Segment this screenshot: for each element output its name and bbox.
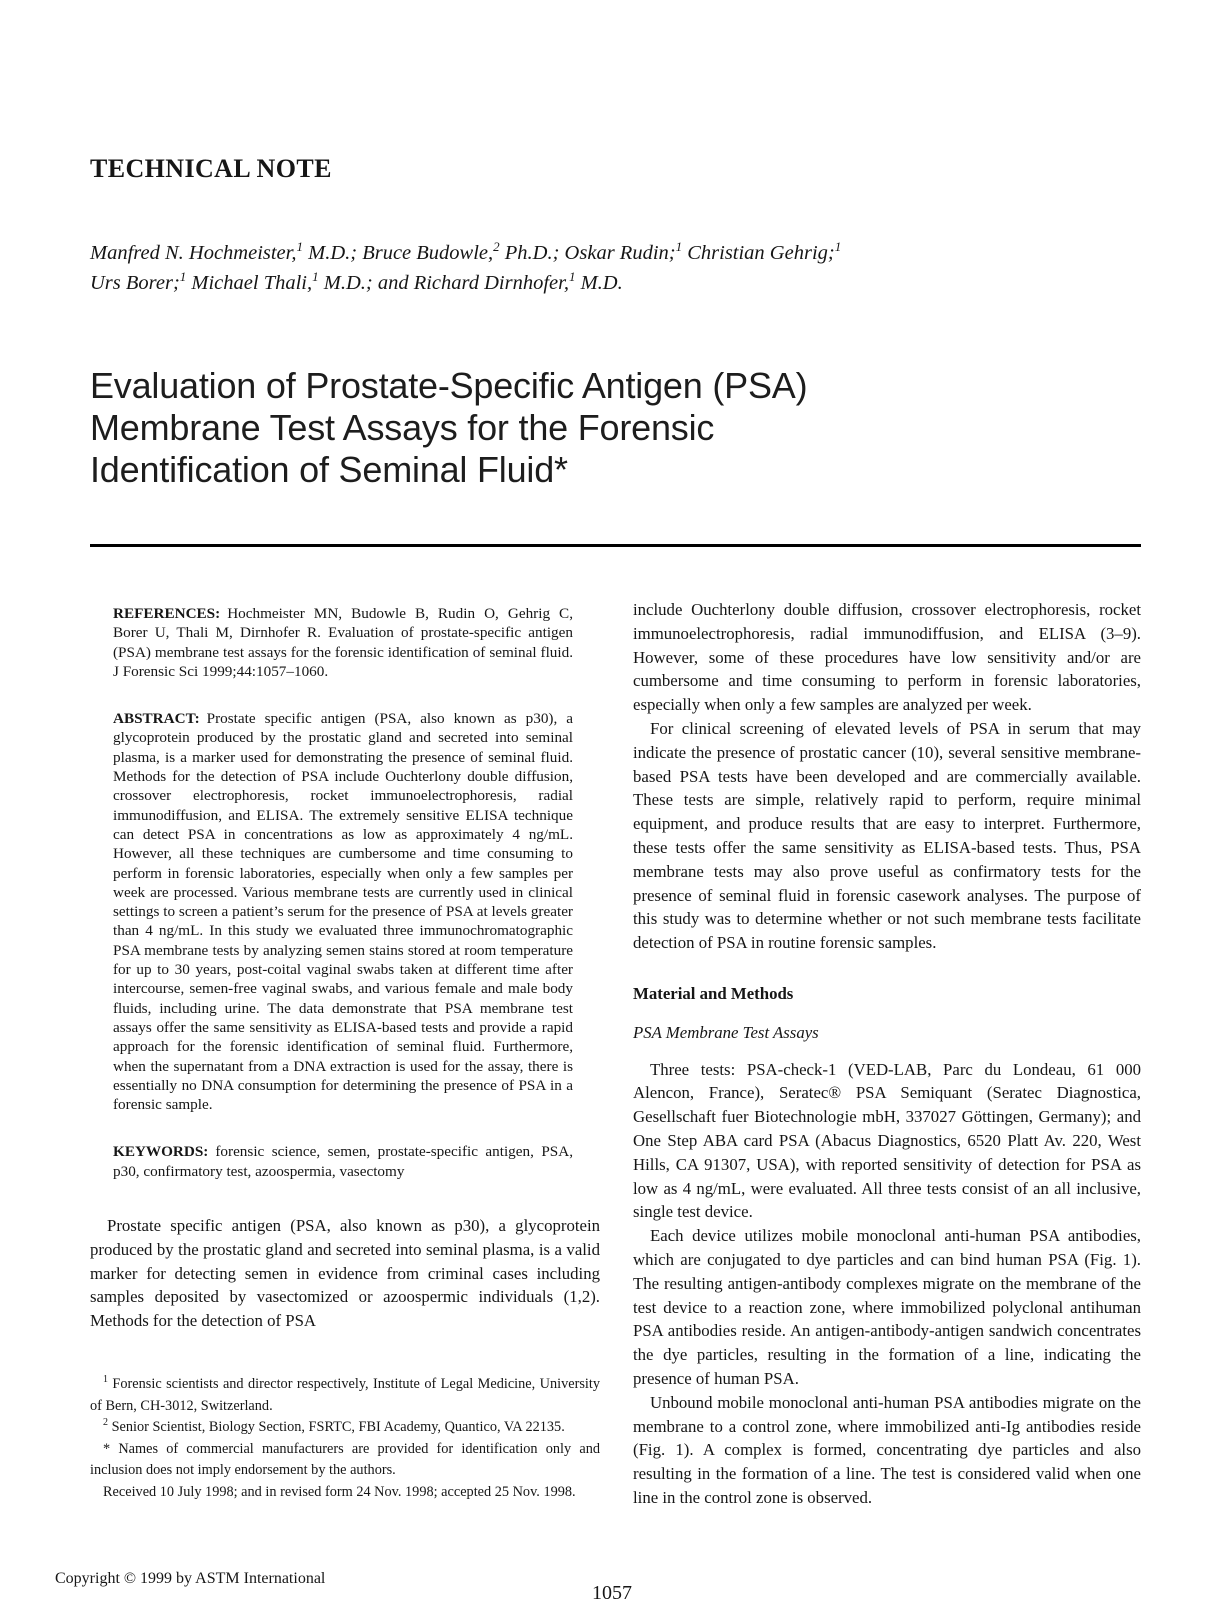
- keywords-label: KEYWORDS:: [113, 1143, 209, 1161]
- keywords-paragraph: [113, 1142, 573, 1181]
- body-paragraph-continued: include Ouchterlony double diffusion, crossover electrophoresis, rocket immunoelectrophoresis, radial immunodiffusion, and ELISA (3–9). However, some of these procedures have low sensitivity and/or are cumbersome and time consuming to perform in forensic laboratories, especially when only a few samples are analyzed per week.: [633, 600, 1141, 715]
- author-name: M.D.: [575, 272, 623, 294]
- author-name: Ph.D.; Oskar Rudin;: [499, 242, 676, 264]
- footnote-received: Received 10 July 1998; and in revised form 24 Nov. 1998; accepted 25 Nov. 1998.: [103, 1483, 576, 1500]
- author-affiliation-sup: 2: [493, 239, 500, 255]
- section-heading-material-and-methods: Material and Methods: [633, 983, 794, 1003]
- article-title-line: Identification of Seminal Fluid*: [90, 449, 568, 491]
- article-type-kicker: TECHNICAL NOTE: [90, 154, 332, 183]
- body-paragraph: For clinical screening of elevated levels of PSA in serum that may indicate the presence of prostatic cancer (10), several sensitive membrane-based PSA tests have been developed and are commercially available. These tests are simple, relatively rapid to perform, require minimal equipment, and produce results that are easy to interpret. Furthermore, these tests offer the same sensitivity as ELISA-based tests. Thus, PSA membrane tests may also prove useful as confirmatory tests for the presence of seminal fluid in forensic casework analyses. The purpose of this study was to determine whether or not such membrane tests facilitate detection of PSA in routine forensic samples.: [633, 718, 1141, 953]
- abstract-label: ABSTRACT:: [113, 710, 200, 728]
- body-paragraph: Each device utilizes mobile monoclonal anti-human PSA antibodies, which are conjugated to dye particles and can bind human PSA (Fig. 1). The resulting antigen-antibody complexes migrate on the membrane of the test device to a reaction zone, where immobilized polyclonal antihuman PSA antibodies reside. An antigen-antibody-antigen sandwich concentrates the dye particles, resulting in the formation of a line, indicating the presence of human PSA.: [633, 1226, 1141, 1388]
- left-column: [90, 598, 600, 1504]
- author-byline: [90, 238, 1090, 298]
- body-paragraph: Three tests: PSA-check-1 (VED-LAB, Parc du Londeau, 61 000 Alencon, France), Seratec® PSA Semiquant (Seratec Diagnostica, Gesellschaft fuer Biotechnologie mbH, 337027 Göttingen, Germany); and One Step ABA card PSA (Abacus Diagnostics, 6520 Platt Av. 220, West Hills, CA 91307, USA), with reported sensitivity of detection for PSA as low as 4 ng/mL, were evaluated. All three tests consist of an all inclusive, single test device.: [633, 1059, 1141, 1222]
- author-affiliation-sup: 1: [675, 239, 683, 255]
- author-name: M.D.; and Richard Dirnhofer,: [318, 272, 569, 294]
- author-name: M.D.; Bruce Budowle,: [303, 242, 494, 264]
- footnote-2: [90, 1417, 600, 1439]
- right-column: [633, 598, 1141, 1510]
- footnote-marker: 1: [103, 1374, 108, 1386]
- author-name: Christian Gehrig;: [682, 242, 835, 264]
- copyright-notice: Copyright © 1999 by ASTM International: [55, 1570, 326, 1587]
- author-affiliation-sup: 1: [568, 269, 576, 285]
- author-line-1: [90, 238, 1090, 268]
- footnote-text: Names of commercial manufacturers are provided for identification only and inclusion does not imply endorsement by the authors.: [90, 1440, 600, 1479]
- intro-paragraph: Prostate specific antigen (PSA, also known as p30), a glycoprotein produced by the prostatic gland and secreted into seminal plasma, is a valid marker for detecting semen in evidence from criminal cases including samples deposited by vasectomized or azoospermic individuals (1,2). Methods for the detection of PSA: [90, 1216, 600, 1331]
- author-affiliation-sup: 1: [179, 269, 187, 285]
- subsection-heading-psa-membrane-test-assays: PSA Membrane Test Assays: [633, 1022, 819, 1042]
- author-line-2: [90, 268, 1090, 298]
- references-paragraph: [113, 604, 573, 681]
- author-name: Manfred N. Hochmeister,: [90, 242, 297, 264]
- footnote-text: Senior Scientist, Biology Section, FSRTC, FBI Academy, Quantico, VA 22135.: [108, 1419, 565, 1436]
- footnote-text: Forensic scientists and director respectively, Institute of Legal Medicine, University of Bern, CH-3012, Switzerland.: [90, 1376, 600, 1414]
- references-label: REFERENCES:: [113, 605, 221, 622]
- keywords-text: forensic science, semen, prostate-specific antigen, PSA, p30, confirmatory test, azoospermia, vasectomy: [113, 1143, 573, 1180]
- footnote-marker: *: [103, 1440, 111, 1457]
- author-affiliation-sup: 1: [296, 239, 303, 255]
- title-divider: [90, 544, 1141, 547]
- article-title: [90, 365, 990, 491]
- footnote-marker: 2: [103, 1417, 108, 1429]
- article-title-line: Membrane Test Assays for the Forensic: [90, 407, 715, 449]
- abstract-paragraph: [113, 709, 573, 1114]
- footnote-asterisk: [90, 1439, 600, 1482]
- author-affiliation-sup: 1: [312, 269, 319, 285]
- footnotes-block: [90, 1374, 600, 1504]
- author-affiliation-sup: 1: [834, 239, 842, 255]
- footnote-1: [90, 1374, 600, 1417]
- front-matter-block: [113, 604, 573, 1181]
- body-paragraph: Unbound mobile monoclonal anti-human PSA antibodies migrate on the membrane to a control zone, where immobilized anti-Ig antibodies reside (Fig. 1). A complex is formed, concentrating dye particles and also resulting in the formation of a line. The test is considered valid when one line in the control zone is observed.: [633, 1392, 1141, 1507]
- left-column-body: [90, 1214, 600, 1333]
- abstract-text: Prostate specific antigen (PSA, also known as p30), a glycoprotein produced by the prostatic gland and secreted into seminal plasma, is a marker used for demonstrating the presence of seminal fluid. Methods for the detection of PSA include Ouchterlony double diffusion, crossover electrophoresis, rocket immunoelectrophoresis, radial immunodiffusion, and ELISA. The extremely sensitive ELISA technique can detect PSA in concentrations as low as approximately 4 ng/mL. However, all these techniques are cumbersome and time consuming to perform in forensic laboratories, especially when only a few samples per week are processed. Various membrane tests are currently used in clinical settings to screen a patient’s serum for the presence of PSA at levels greater than 4 ng/mL. In this study we evaluated three immunochromatographic PSA membrane tests by analyzing semen stains stored at room temperature for up to 30 years, post-coital vaginal swabs taken at different time after intercourse, semen-free vaginal swabs, and various female and male body fluids, including urine. The data demonstrate that PSA membrane test assays offer the same sensitivity as ELISA-based tests and provide a rapid approach for the forensic identification of seminal fluid. Furthermore, when the supernatant from a DNA extraction is used for the assay, there is essentially no DNA consumption for determining the presence of PSA in a forensic sample.: [113, 710, 573, 1114]
- article-title-line: Evaluation of Prostate-Specific Antigen (PSA): [90, 365, 808, 407]
- author-name: Michael Thali,: [186, 272, 313, 294]
- page-number: 1057: [592, 1582, 632, 1604]
- author-name: Urs Borer;: [90, 272, 180, 294]
- references-text: Hochmeister MN, Budowle B, Rudin O, Gehrig C, Borer U, Thali M, Dirnhofer R. Evaluation of prostate-specific antigen (PSA) membrane test assays for the forensic identification of seminal fluid. J Forensic Sci 1999;44:1057–1060.: [113, 605, 573, 680]
